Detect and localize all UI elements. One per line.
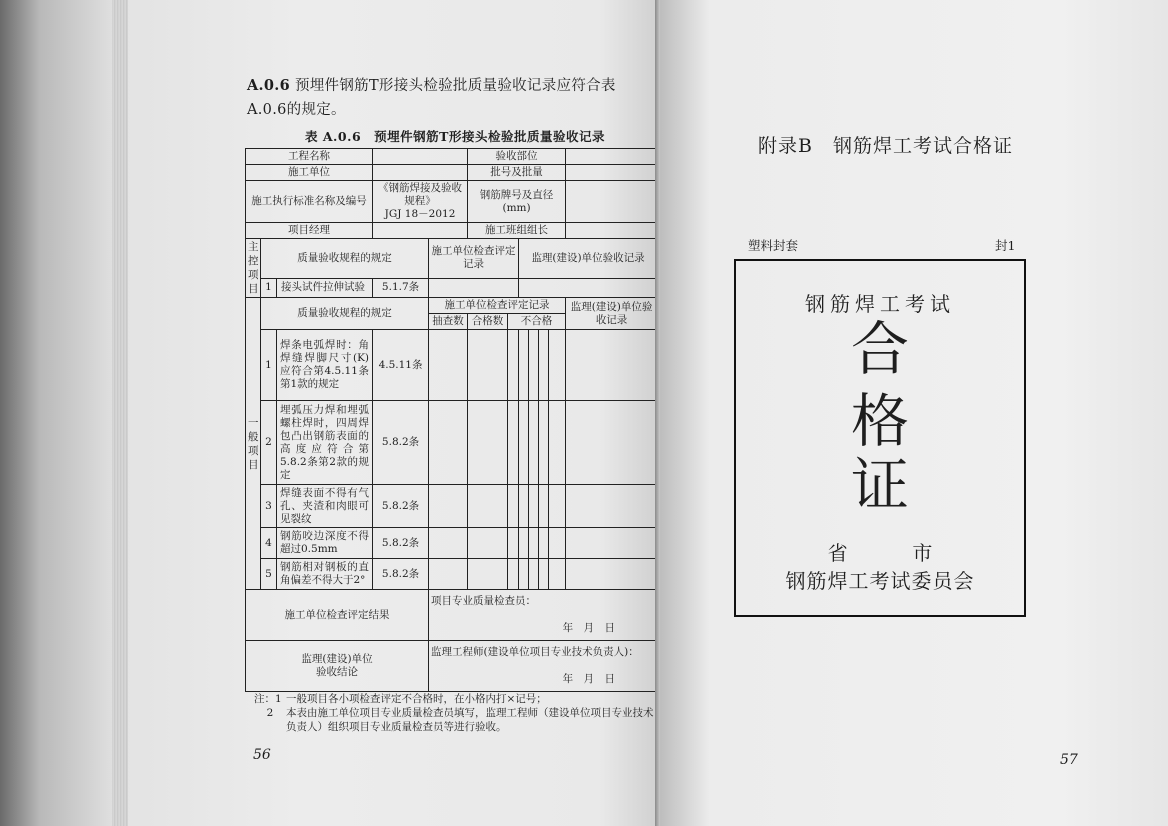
main-row-check bbox=[429, 278, 519, 297]
fail-col-header: 不合格 bbox=[508, 314, 566, 330]
table-row bbox=[246, 485, 658, 528]
table-row bbox=[246, 590, 658, 641]
cover-right-label: 封1 bbox=[995, 238, 1016, 253]
cover-title: 钢筋焊工考试 bbox=[805, 292, 955, 316]
header-value-construction-unit bbox=[373, 165, 468, 181]
general-spec-header: 质量验收规程的规定 bbox=[261, 298, 429, 330]
note-item: 注：1 一般项目各小项检查评定不合格时，在小格内打×记号； bbox=[254, 693, 547, 705]
section-heading-text: 预埋件钢筋T形接头检验批质量验收记录应符合表 bbox=[294, 78, 616, 94]
cover-big-char: 证 bbox=[850, 451, 909, 519]
table-caption: 表 A.0.6 预埋件钢筋T形接头检验批质量验收记录 bbox=[305, 129, 605, 144]
cover-big-char: 格 bbox=[850, 387, 909, 455]
header-value-team-leader bbox=[566, 223, 658, 239]
conclusion-cell bbox=[429, 641, 658, 692]
result-date: 年 月 日 bbox=[562, 622, 616, 634]
note-item: 2 本表由施工单位项目专业质量检查员填写，监理工程师（建设单位项目专业技术负责人）组织项目专业质量检查员等进行验收。 bbox=[266, 707, 654, 733]
page-number-left: 56 bbox=[253, 747, 271, 763]
pass-col-header: 合格数 bbox=[468, 314, 508, 330]
general-row-desc: 钢筋相对钢板的直角偏差不得大于2° bbox=[277, 559, 373, 590]
header-label-project-name: 工程名称 bbox=[246, 149, 373, 165]
table-row bbox=[246, 181, 658, 223]
engineer-label: 监理工程师(建设单位项目专业技术负责人)： bbox=[431, 646, 639, 658]
header-label-team-leader: 施工班组组长 bbox=[468, 223, 566, 239]
acceptance-record-table bbox=[245, 148, 658, 692]
header-label-acceptance-part: 验收部位 bbox=[468, 149, 566, 165]
general-row-desc: 焊缝表面不得有气孔、夹渣和肉眼可见裂纹 bbox=[277, 485, 373, 528]
section-heading bbox=[247, 74, 659, 122]
appendix-title: 附录B 钢筋焊工考试合格证 bbox=[758, 135, 1013, 157]
table-row bbox=[246, 239, 658, 279]
page-number-right: 57 bbox=[1060, 752, 1078, 768]
header-value-rebar bbox=[566, 181, 658, 223]
cover-left-label: 塑料封套 bbox=[748, 238, 799, 253]
general-supervision-header: 监理(建设)单位验收记录 bbox=[566, 298, 658, 330]
table-row bbox=[246, 149, 658, 165]
general-row-no: 4 bbox=[261, 528, 277, 559]
header-value-project-name bbox=[373, 149, 468, 165]
main-check-header: 施工单位检查评定记录 bbox=[429, 239, 519, 279]
table-row bbox=[246, 298, 658, 314]
sample-col-header: 抽查数 bbox=[429, 314, 468, 330]
general-row-no: 5 bbox=[261, 559, 277, 590]
header-label-batch: 批号及批量 bbox=[468, 165, 566, 181]
conclusion-label: 监理(建设)单位 验收结论 bbox=[246, 641, 429, 692]
header-value-standard bbox=[373, 181, 468, 223]
general-row-no: 2 bbox=[261, 401, 277, 485]
general-row-clause: 4.5.11条 bbox=[373, 330, 429, 401]
table-row bbox=[246, 528, 658, 559]
standard-code: JGJ 18－2012 bbox=[384, 208, 456, 220]
cover-committee: 钢筋焊工考试委员会 bbox=[785, 569, 975, 593]
header-value-acceptance-part bbox=[566, 149, 658, 165]
general-check-header: 施工单位检查评定记录 bbox=[429, 298, 566, 314]
main-row-desc: 接头试件拉伸试验 bbox=[277, 278, 373, 297]
main-items-group-label: 主 控 项 目 bbox=[246, 239, 261, 298]
general-row-desc: 钢筋咬边深度不得超过0.5mm bbox=[277, 528, 373, 559]
header-value-project-manager bbox=[373, 223, 468, 239]
main-spec-header: 质量验收规程的规定 bbox=[261, 239, 429, 279]
table-row bbox=[246, 401, 658, 485]
page-stack-edge bbox=[112, 0, 128, 826]
general-row-clause: 5.8.2条 bbox=[373, 485, 429, 528]
table-row bbox=[246, 165, 658, 181]
general-row-desc: 埋弧压力焊和埋弧螺柱焊时，四周焊包凸出钢筋表面的高度应符合第5.8.2条第2款的规定 bbox=[277, 401, 373, 485]
header-value-batch bbox=[566, 165, 658, 181]
general-row-clause: 5.8.2条 bbox=[373, 401, 429, 485]
general-row-clause: 5.8.2条 bbox=[373, 559, 429, 590]
table-row bbox=[246, 559, 658, 590]
main-supervision-header: 监理(建设)单位验收记录 bbox=[519, 239, 658, 279]
general-row-clause: 5.8.2条 bbox=[373, 528, 429, 559]
main-row-clause: 5.1.7条 bbox=[373, 278, 429, 297]
header-label-standard: 施工执行标准名称及编号 bbox=[246, 181, 373, 223]
table-row bbox=[246, 278, 658, 297]
section-heading-line2: A.0.6的规定。 bbox=[247, 102, 346, 118]
table-notes bbox=[254, 692, 658, 734]
main-row-no: 1 bbox=[261, 278, 277, 297]
header-label-construction-unit: 施工单位 bbox=[246, 165, 373, 181]
result-label: 施工单位检查评定结果 bbox=[246, 590, 429, 641]
inspector-label: 项目专业质量检查员： bbox=[431, 595, 537, 607]
general-row-no: 3 bbox=[261, 485, 277, 528]
standard-name: 《钢筋焊接及验收规程》 bbox=[378, 182, 463, 207]
table-row bbox=[246, 330, 658, 401]
header-label-project-manager: 项目经理 bbox=[246, 223, 373, 239]
cover-city: 市 bbox=[912, 541, 933, 565]
main-row-supervision bbox=[519, 278, 658, 297]
header-label-rebar: 钢筋牌号及直径(mm) bbox=[468, 181, 566, 223]
general-row-desc: 焊条电弧焊时：角焊缝焊脚尺寸(K)应符合第4.5.11条第1款的规定 bbox=[277, 330, 373, 401]
cover-big-char: 合 bbox=[850, 315, 909, 383]
table-row bbox=[246, 223, 658, 239]
general-items-group-label: 一 般 项 目 bbox=[246, 298, 261, 590]
result-cell bbox=[429, 590, 658, 641]
table-row bbox=[246, 641, 658, 692]
cover-province: 省 bbox=[827, 541, 848, 565]
certificate-cover bbox=[734, 259, 1026, 617]
conclusion-date: 年 月 日 bbox=[562, 673, 616, 685]
cover-province-city bbox=[736, 537, 1024, 566]
section-number: A.0.6 bbox=[247, 77, 291, 94]
general-row-no: 1 bbox=[261, 330, 277, 401]
